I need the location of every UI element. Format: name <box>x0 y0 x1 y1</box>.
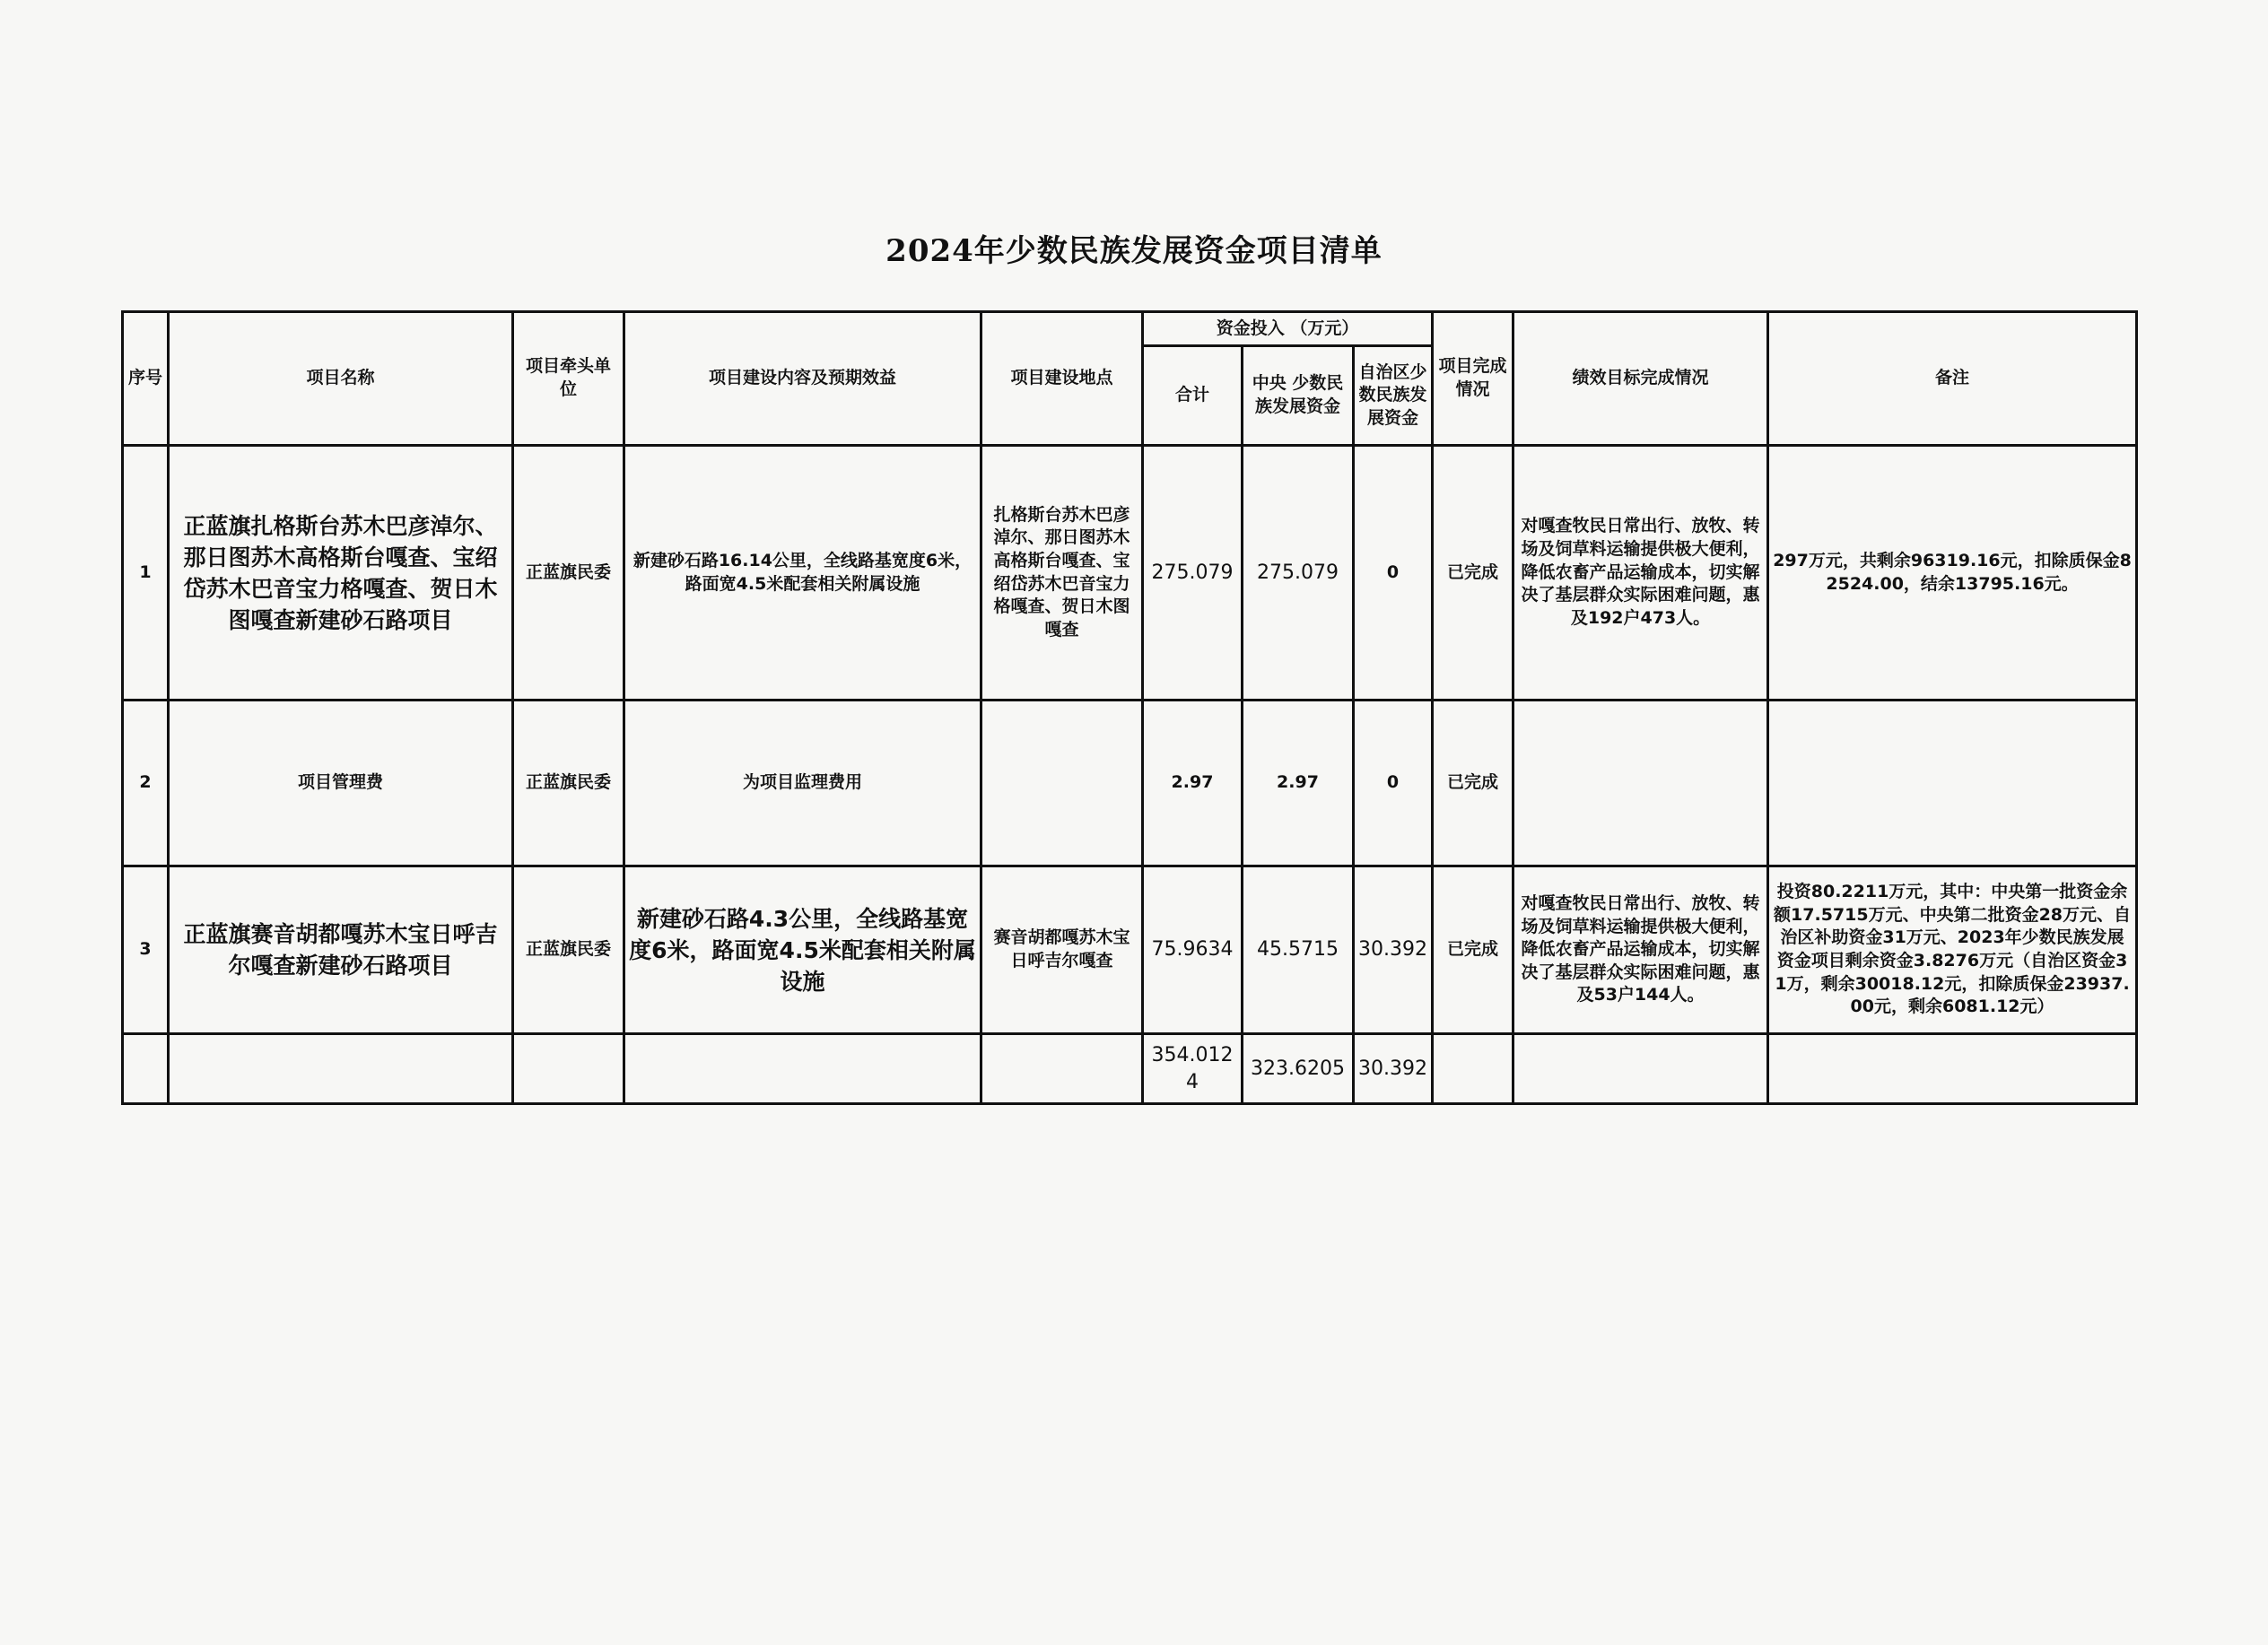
cell-central: 45.5715 <box>1243 866 1354 1034</box>
cell-empty <box>624 1034 981 1104</box>
cell-empty <box>1433 1034 1513 1104</box>
cell-name: 项目管理费 <box>169 701 513 866</box>
cell-unit: 正蓝旗民委 <box>513 866 624 1034</box>
project-table <box>121 310 2138 1105</box>
header-unit: 项目牵头单位 <box>513 312 624 446</box>
header-location: 项目建设地点 <box>981 312 1143 446</box>
cell-total: 275.079 <box>1143 446 1243 701</box>
header-status: 项目完成情况 <box>1433 312 1513 446</box>
header-central: 中央 少数民族发展资金 <box>1243 346 1354 446</box>
header-name: 项目名称 <box>169 312 513 446</box>
cell-region: 0 <box>1354 446 1433 701</box>
cell-seq: 3 <box>123 866 169 1034</box>
cell-status: 已完成 <box>1433 701 1513 866</box>
header-seq: 序号 <box>123 312 169 446</box>
cell-unit: 正蓝旗民委 <box>513 446 624 701</box>
cell-content: 新建砂石路4.3公里，全线路基宽度6米，路面宽4.5米配套相关附属设施 <box>624 866 981 1034</box>
cell-seq: 1 <box>123 446 169 701</box>
cell-content: 为项目监理费用 <box>624 701 981 866</box>
cell-remark <box>1768 701 2137 866</box>
cell-central: 275.079 <box>1243 446 1354 701</box>
header-total: 合计 <box>1143 346 1243 446</box>
table-row <box>123 701 2137 866</box>
totals-row <box>123 1034 2137 1104</box>
cell-empty <box>981 1034 1143 1104</box>
cell-sum-total: 354.0124 <box>1143 1034 1243 1104</box>
header-performance: 绩效目标完成情况 <box>1513 312 1768 446</box>
page-title: 2024年少数民族发展资金项目清单 <box>885 233 1383 269</box>
header-content: 项目建设内容及预期效益 <box>624 312 981 446</box>
cell-location: 赛音胡都嘎苏木宝日呼吉尔嘎查 <box>981 866 1143 1034</box>
cell-performance <box>1513 701 1768 866</box>
cell-performance: 对嘎查牧民日常出行、放牧、转场及饲草料运输提供极大便利，降低农畜产品运输成本，切实解决了基层群众实际困难问题，惠及53户144人。 <box>1513 866 1768 1034</box>
header-region: 自治区少数民族发展资金 <box>1354 346 1433 446</box>
cell-location <box>981 701 1143 866</box>
cell-name: 正蓝旗赛音胡都嘎苏木宝日呼吉尔嘎查新建砂石路项目 <box>169 866 513 1034</box>
cell-sum-central: 323.6205 <box>1243 1034 1354 1104</box>
header-remark: 备注 <box>1768 312 2137 446</box>
cell-empty <box>1513 1034 1768 1104</box>
cell-empty <box>123 1034 169 1104</box>
cell-empty <box>1768 1034 2137 1104</box>
cell-remark: 投资80.2211万元，其中：中央第一批资金余额17.5715万元、中央第二批资金28万元、自治区补助资金31万元、2023年少数民族发展资金项目剩余资金3.8276万元（自治区资金31万，剩余30018.12元，扣除质保金23937.00元，剩余6081.12元） <box>1768 866 2137 1034</box>
cell-total: 75.9634 <box>1143 866 1243 1034</box>
cell-sum-region: 30.392 <box>1354 1034 1433 1104</box>
table-row <box>123 446 2137 701</box>
table-row <box>123 866 2137 1034</box>
header-funds-group: 资金投入 （万元） <box>1143 312 1433 346</box>
cell-content: 新建砂石路16.14公里，全线路基宽度6米，路面宽4.5米配套相关附属设施 <box>624 446 981 701</box>
cell-empty <box>513 1034 624 1104</box>
cell-location: 扎格斯台苏木巴彦淖尔、那日图苏木高格斯台嘎查、宝绍岱苏木巴音宝力格嘎查、贺日木图嘎查 <box>981 446 1143 701</box>
cell-region: 30.392 <box>1354 866 1433 1034</box>
cell-unit: 正蓝旗民委 <box>513 701 624 866</box>
cell-performance: 对嘎查牧民日常出行、放牧、转场及饲草料运输提供极大便利，降低农畜产品运输成本，切实解决了基层群众实际困难问题，惠及192户473人。 <box>1513 446 1768 701</box>
cell-empty <box>169 1034 513 1104</box>
cell-remark: 297万元，共剩余96319.16元，扣除质保金82524.00，结余13795.16元。 <box>1768 446 2137 701</box>
cell-status: 已完成 <box>1433 446 1513 701</box>
cell-name: 正蓝旗扎格斯台苏木巴彦淖尔、那日图苏木高格斯台嘎查、宝绍岱苏木巴音宝力格嘎查、贺日木图嘎查新建砂石路项目 <box>169 446 513 701</box>
cell-status: 已完成 <box>1433 866 1513 1034</box>
cell-seq: 2 <box>123 701 169 866</box>
cell-central: 2.97 <box>1243 701 1354 866</box>
cell-region: 0 <box>1354 701 1433 866</box>
cell-total: 2.97 <box>1143 701 1243 866</box>
